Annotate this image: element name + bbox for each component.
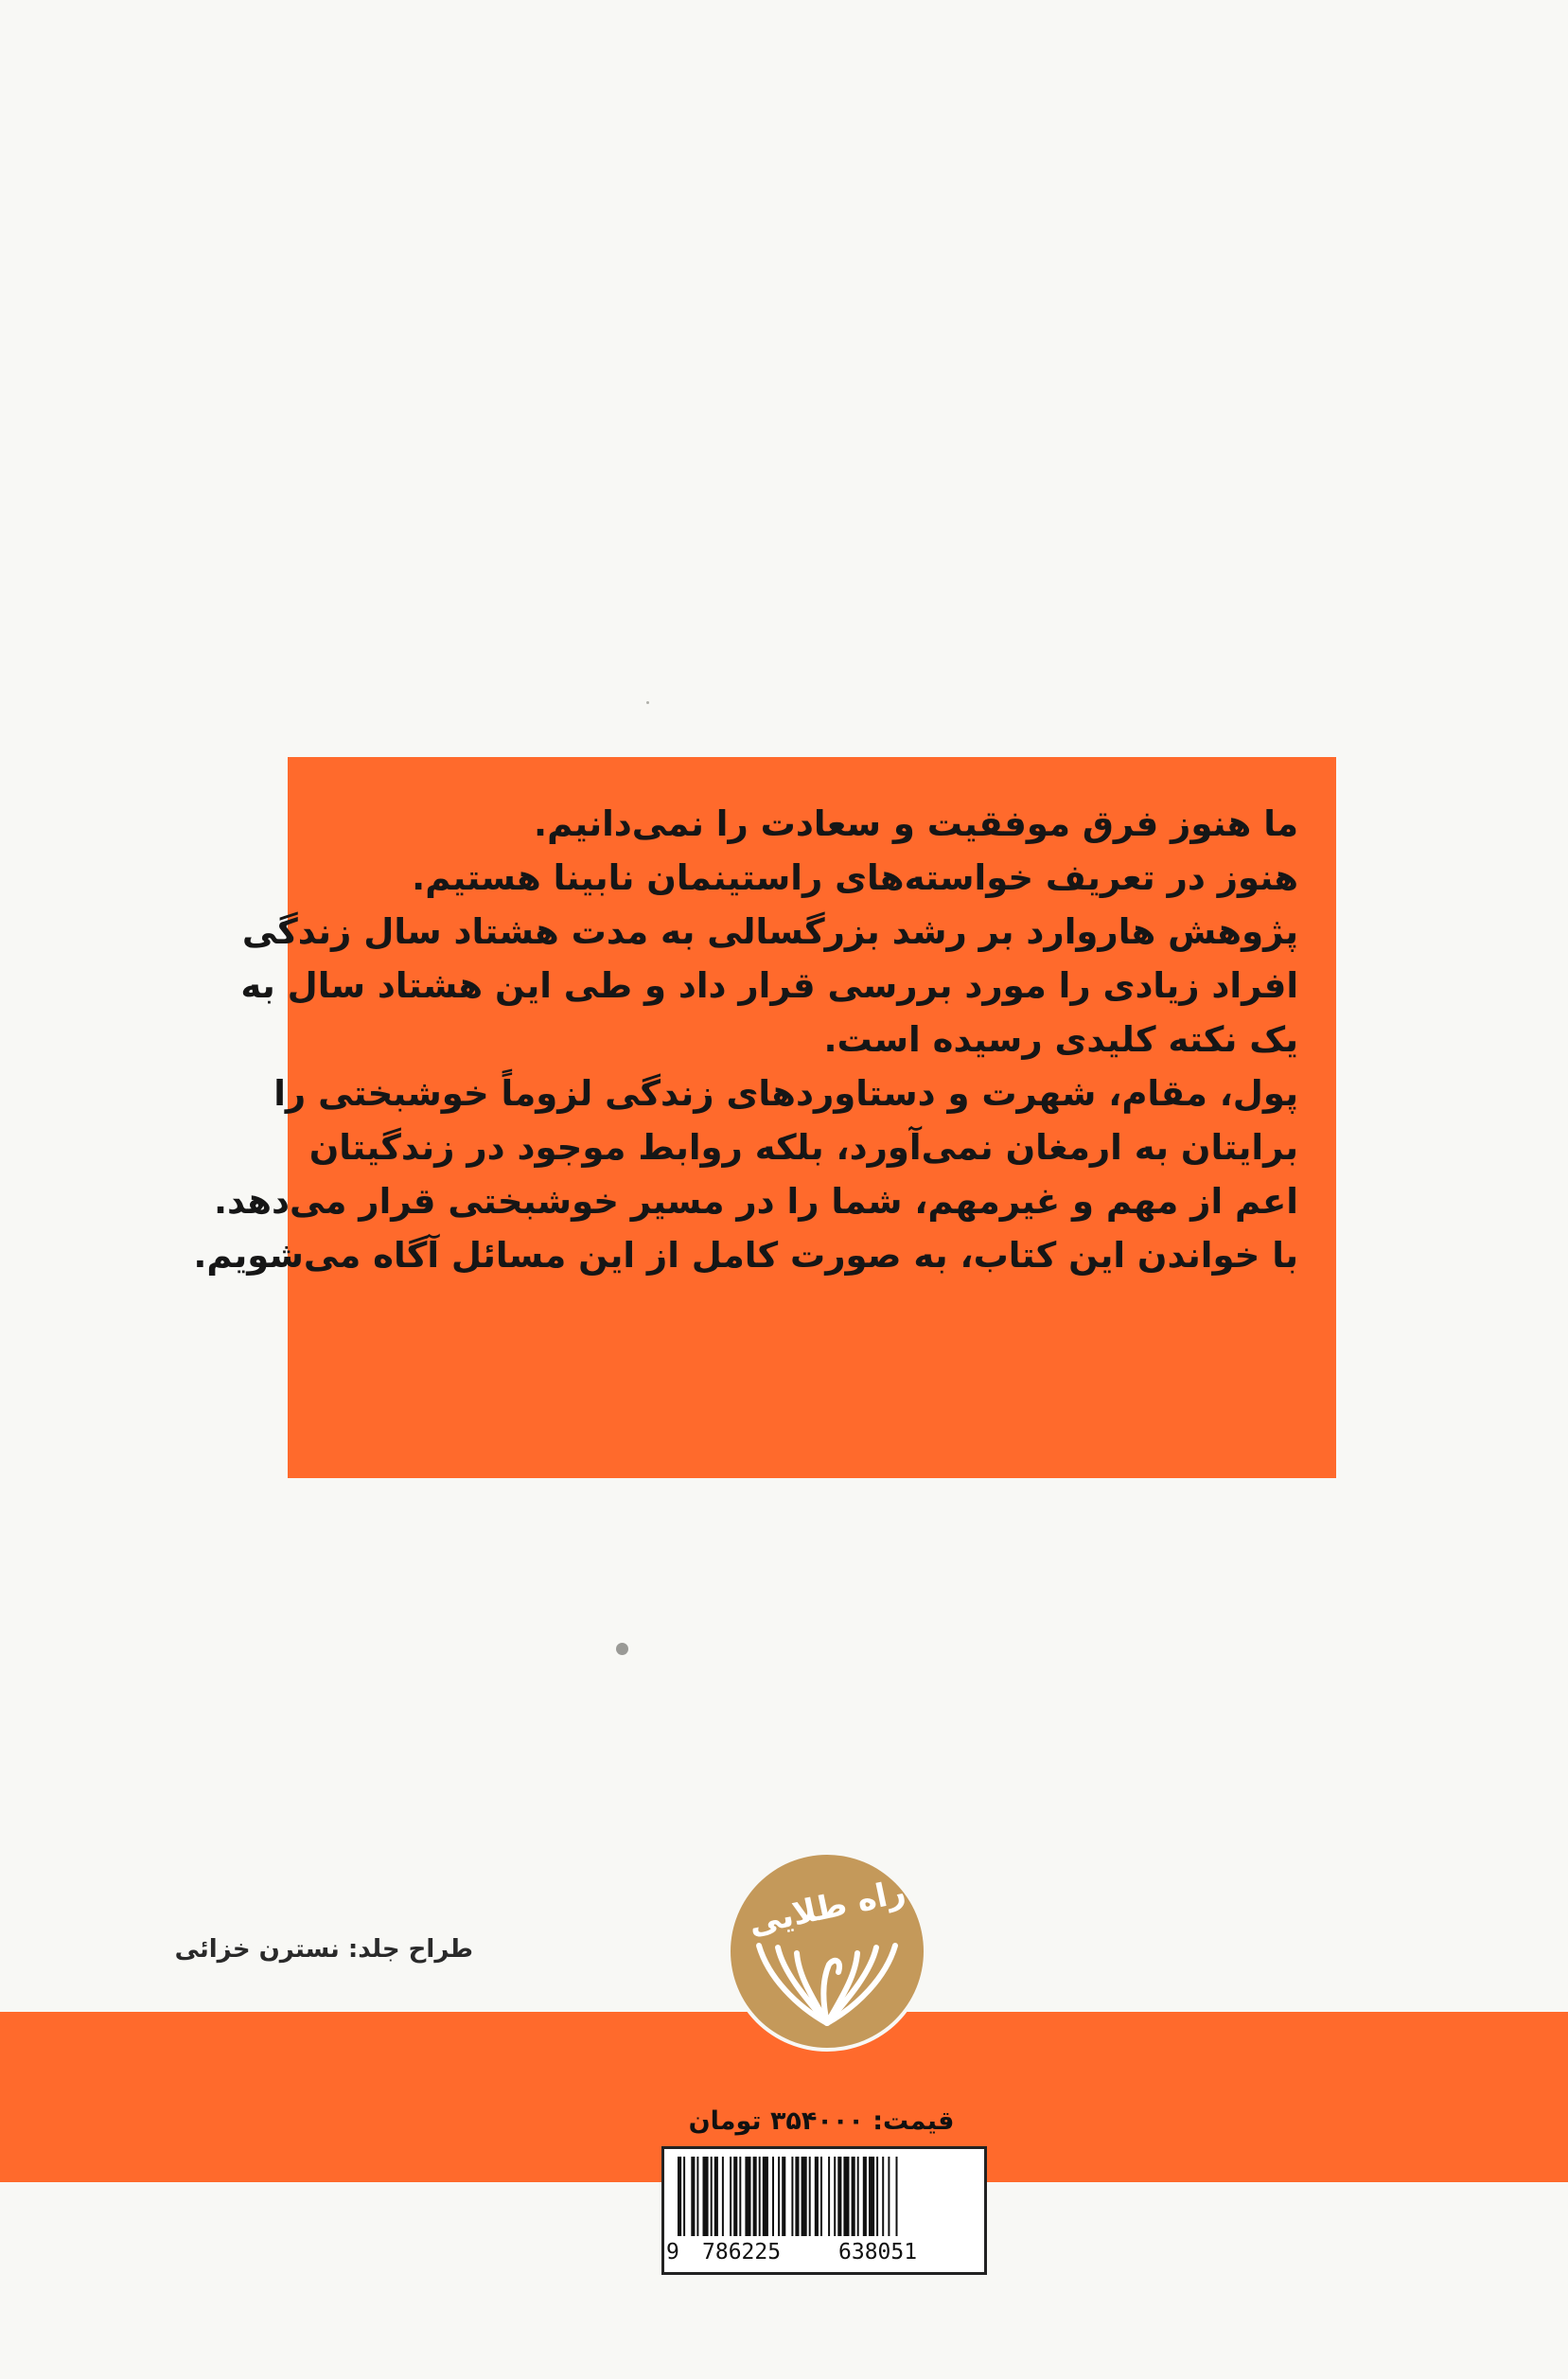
barcode-bar	[730, 2157, 731, 2236]
barcode-bar	[896, 2157, 898, 2236]
barcode-bar	[843, 2157, 849, 2236]
blurb-line: برایتان به ارمغان نمی‌آورد، بلکه روابط موجود در زندگیتان	[308, 1127, 1298, 1168]
barcode-bar	[763, 2157, 768, 2236]
cover-designer-credit: طراح جلد: نسترن خزائی	[174, 1935, 473, 1964]
barcode-bar	[778, 2157, 780, 2236]
barcode-bar	[815, 2157, 819, 2236]
barcode-bar	[820, 2157, 822, 2236]
barcode-bar	[834, 2157, 836, 2236]
barcode-bar	[837, 2157, 841, 2236]
barcode-bar	[739, 2157, 741, 2236]
barcode-bar	[678, 2157, 681, 2236]
barcode-bar	[722, 2157, 724, 2236]
barcode-bar	[714, 2157, 718, 2236]
barcode-bar	[759, 2157, 761, 2236]
barcode-bar	[745, 2157, 750, 2236]
barcode-digits-right: 638051	[838, 2240, 918, 2264]
blurb-line: هنوز در تعریف خواسته‌های راستینمان نابینا هستیم.	[412, 857, 1298, 898]
isbn-barcode	[661, 2146, 987, 2275]
barcode-bars	[678, 2157, 973, 2236]
blurb-panel	[193, 757, 1336, 1478]
blurb-line: پژوهش هاروارد بر رشد بزرگسالی به مدت هشتاد سال زندگی	[241, 911, 1298, 952]
barcode-bar	[683, 2157, 685, 2236]
price-label: قیمت: ۳۵۴۰۰۰ تومان	[688, 2106, 955, 2136]
barcode-bar	[863, 2157, 867, 2236]
barcode-bar	[852, 2157, 855, 2236]
barcode-bar	[733, 2157, 737, 2236]
blurb-line: افراد زیادی را مورد بررسی قرار داد و طی این هشتاد سال به	[240, 965, 1298, 1006]
barcode-bar	[791, 2157, 793, 2236]
barcode-bar	[711, 2157, 713, 2236]
barcode-bar	[696, 2157, 698, 2236]
blurb-line: پول، مقام، شهرت و دستاوردهای زندگی لزوماً خوشبختی را	[273, 1073, 1298, 1114]
barcode-bar	[782, 2157, 785, 2236]
barcode-bar	[857, 2157, 859, 2236]
blurb-line: ما هنوز فرق موفقیت و سعادت را نمی‌دانیم.	[534, 803, 1298, 844]
barcode-bar	[691, 2157, 695, 2236]
barcode-bar	[809, 2157, 811, 2236]
blurb-line: اعم از مهم و غیرمهم، شما را در مسیر خوشبختی قرار می‌دهد.	[213, 1181, 1298, 1222]
barcode-bar	[772, 2157, 774, 2236]
barcode-bar	[802, 2157, 807, 2236]
paper-speck	[616, 1643, 628, 1655]
barcode-bar	[869, 2157, 874, 2236]
paper-speck	[646, 701, 649, 704]
barcode-digits-left: 786225	[702, 2240, 782, 2264]
publisher-logo-text: راه طلایی	[745, 1872, 909, 1944]
blurb-line: با خواندن این کتاب، به صورت کامل از این مسائل آگاه می‌شویم.	[193, 1235, 1298, 1276]
barcode-bar	[876, 2157, 878, 2236]
barcode-bar	[795, 2157, 799, 2236]
barcode-bar	[828, 2157, 830, 2236]
barcode-bar	[882, 2157, 884, 2236]
barcode-bar	[753, 2157, 757, 2236]
barcode-bar	[703, 2157, 709, 2236]
barcode-bar	[888, 2157, 890, 2236]
blurb-line: یک نکته کلیدی رسیده است.	[823, 1019, 1298, 1060]
publisher-logo	[731, 1855, 924, 2048]
barcode-digit-first: 9	[666, 2240, 679, 2264]
